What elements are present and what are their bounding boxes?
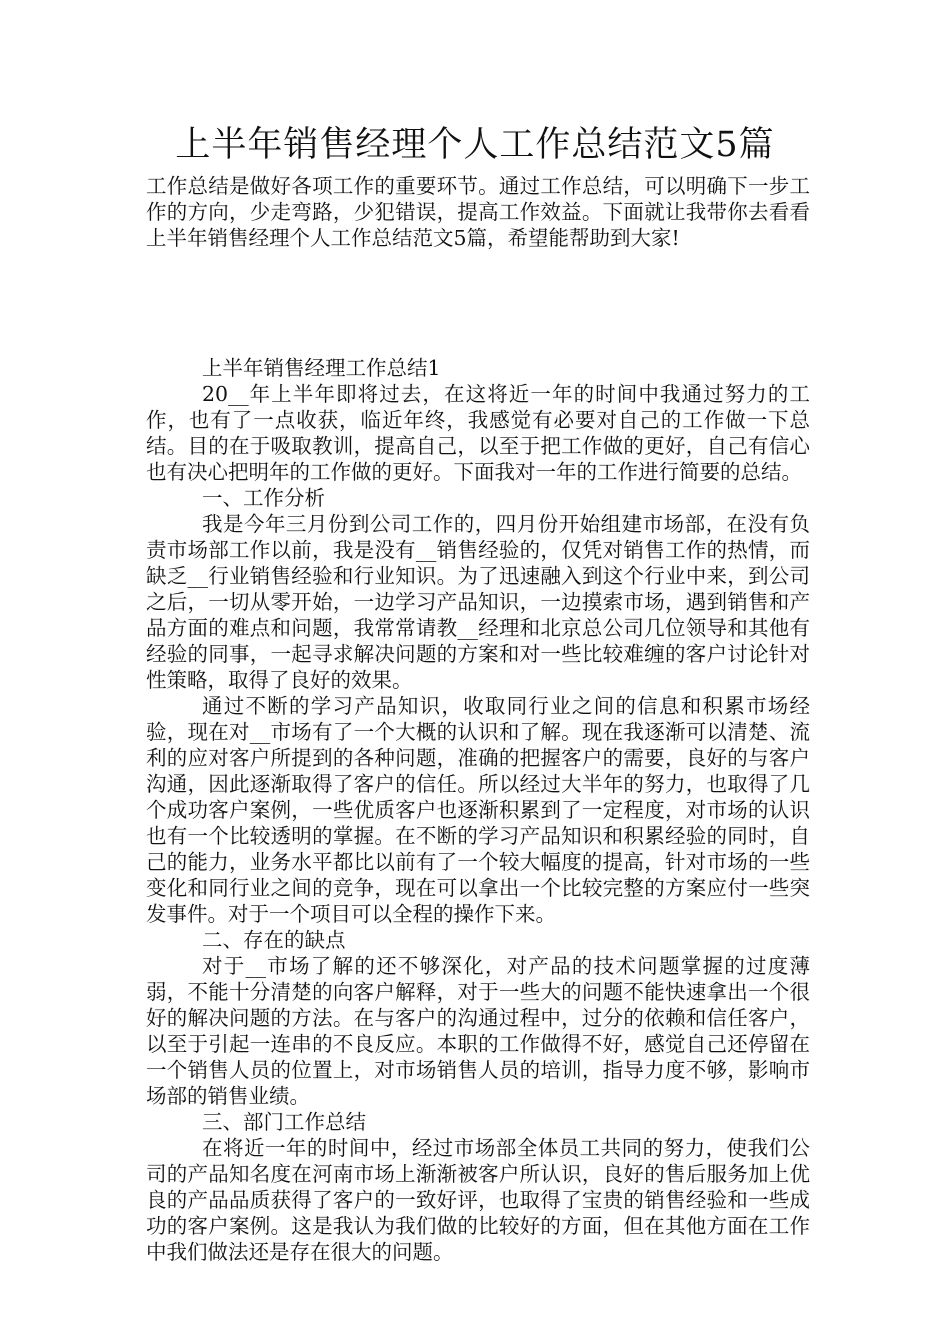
subheading-shortcomings: 二、存在的缺点 [202,928,346,952]
subheading-department-summary: 三、部门工作总结 [202,1110,366,1134]
body-paragraph: 通过不断的学习产品知识，收取同行业之间的信息和积累市场经验，现在对__市场有了一个大概的认识和了解。现在我逐渐可以清楚、流利的应对客户所提到的各种问题，准确的把握客户的需要，良好的与客户沟通，因此逐渐取得了客户的信任。所以经过大半年的努力，也取得了几个成功客户案例，一些优质客户也逐渐积累到了一定程度，对市场的认识也有一个比较透明的掌握。在不断的学习产品知识和积累经验的同时，自己的能力，业务水平都比以前有了一个较大幅度的提高，针对市场的一些变化和同行业之间的竞争，现在可以拿出一个比较完整的方案应付一些突发事件。对于一个项目可以全程的操作下来。 [146,694,810,926]
subheading-work-analysis: 一、工作分析 [202,486,325,510]
paragraph-spacer [146,251,810,355]
intro-paragraph: 工作总结是做好各项工作的重要环节。通过工作总结，可以明确下一步工作的方向，少走弯路，少犯错误，提高工作效益。下面就让我带你去看看上半年销售经理个人工作总结范文5篇，希望能帮助到大家! [146,174,810,250]
body-paragraph: 我是今年三月份到公司工作的，四月份开始组建市场部，在没有负责市场部工作以前，我是没有__销售经验的，仅凭对销售工作的热情，而缺乏__行业销售经验和行业知识。为了迅速融入到这个行业中来，到公司之后，一切从零开始，一边学习产品知识，一边摸索市场，遇到销售和产品方面的难点和问题，我常常请教__经理和北京总公司几位领导和其他有经验的同事，一起寻求解决问题的方案和对一些比较难缠的客户讨论针对性策略，取得了良好的效果。 [146,512,810,692]
body-paragraph: 20__年上半年即将过去，在这将近一年的时间中我通过努力的工作，也有了一点收获，临近年终，我感觉有必要对自己的工作做一下总结。目的在于吸取教训，提高自己，以至于把工作做的更好，自己有信心也有决心把明年的工作做的更好。下面我对一年的工作进行简要的总结。 [146,382,810,484]
document-title: 上半年销售经理个人工作总结范文5篇 [175,125,775,165]
section-heading: 上半年销售经理工作总结1 [202,356,441,380]
body-paragraph: 对于__市场了解的还不够深化，对产品的技术问题掌握的过度薄弱，不能十分清楚的向客户解释，对于一些大的问题不能快速拿出一个很好的解决问题的方法。在与客户的沟通过程中，过分的依赖和信任客户，以至于引起一连串的不良反应。本职的工作做得不好，感觉自己还停留在一个销售人员的位置上，对市场销售人员的培训，指导力度不够，影响市场部的销售业绩。 [146,954,810,1108]
body-paragraph: 在将近一年的时间中，经过市场部全体员工共同的努力，使我们公司的产品知名度在河南市场上渐渐被客户所认识，良好的售后服务加上优良的产品品质获得了客户的一致好评，也取得了宝贵的销售经验和一些成功的客户案例。这是我认为我们做的比较好的方面，但在其他方面在工作中我们做法还是存在很大的问题。 [146,1136,810,1264]
document-body [146,173,810,1265]
